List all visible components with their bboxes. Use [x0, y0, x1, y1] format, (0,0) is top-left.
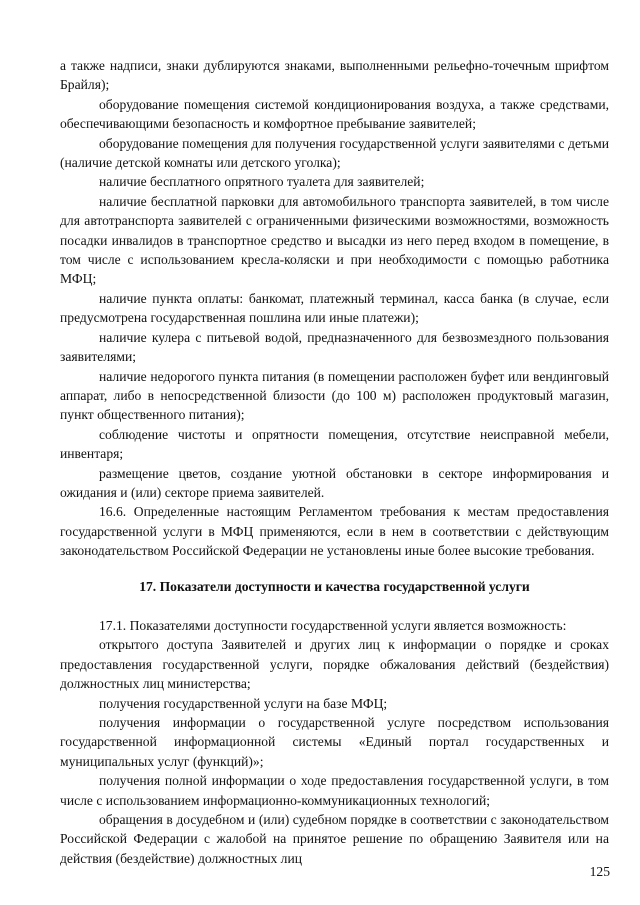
paragraph: открытого доступа Заявителей и других лиц к информации о порядке и сроках предоставления государственной услуги, порядке обжалования действий (бездействия) должностных лиц министерства; [60, 637, 609, 692]
paragraph: 16.6. Определенные настоящим Регламентом требования к местам предоставления государственной услуги в МФЦ применяются, если в нем в соответствии с действующим законодательством Российской Федерации не установлены иные более высокие требования. [60, 504, 609, 559]
paragraph: наличие кулера с питьевой водой, предназначенного для безвозмездного пользования заявителями; [60, 329, 609, 365]
paragraph: размещение цветов, создание уютной обстановки в секторе информирования и ожидания и (или) секторе приема заявителей. [60, 465, 609, 500]
paragraphs-bottom [60, 616, 609, 868]
paragraph: оборудование помещения системой кондиционирования воздуха, а также средствами, обеспечивающими безопасность и комфортное пребывание заявителей; [60, 96, 609, 132]
paragraphs-top [60, 56, 609, 561]
paragraph: обращения в досудебном и (или) судебном порядке в соответствии с законодательством Российской Федерации с жалобой на принятое решение по обращению Заявителя или на действия (бездействие) должностных лиц [60, 812, 609, 866]
paragraph: 17.1. Показателями доступности государственной услуги является возможность: [99, 617, 567, 633]
paragraph: наличие бесплатной парковки для автомобильного транспорта заявителей, в том числе для автотранспорта заявителей с ограниченными физическими возможностями, возможность посадки инвалидов в транспортное средство и высадки из него перед входом в помещение, в том числе с использованием кресла-коляски и при необходимости с помощью работника МФЦ; [60, 193, 609, 287]
page-number: 125 [589, 864, 610, 879]
paragraph: соблюдение чистоты и опрятности помещения, отсутствие неисправной мебели, инвентаря; [60, 426, 609, 462]
paragraph: наличие пункта оплаты: банкомат, платежный терминал, касса банка (в случае, если предусмотрена государственная пошлина или иные платежи); [60, 290, 609, 326]
section-heading: 17. Показатели доступности и качества государственной услуги [139, 578, 530, 594]
paragraph: получения полной информации о ходе предоставления государственной услуги, в том числе с использованием информационно-коммуникационных технологий; [60, 773, 609, 808]
paragraph: а также надписи, знаки дублируются знаками, выполненными рельефно-точечным шрифтом Брайля); [60, 58, 609, 93]
paragraph: наличие бесплатного опрятного туалета для заявителей; [99, 174, 425, 190]
paragraph: наличие недорогого пункта питания (в помещении расположен буфет или вендинговый аппарат, либо в непосредственной близости (до 100 м) расположен продуктовый магазин, пункт общественного питания); [60, 368, 609, 423]
paragraph: получения информации о государственной услуге посредством использования государственной информационной системы «Единый портал государственных и муниципальных услуг (функций)»; [60, 715, 609, 769]
document-page [60, 56, 609, 868]
paragraph: получения государственной услуги на базе МФЦ; [99, 695, 388, 711]
paragraph: оборудование помещения для получения государственной услуги заявителями с детьми (наличие детской комнаты или детского уголка); [60, 135, 609, 171]
